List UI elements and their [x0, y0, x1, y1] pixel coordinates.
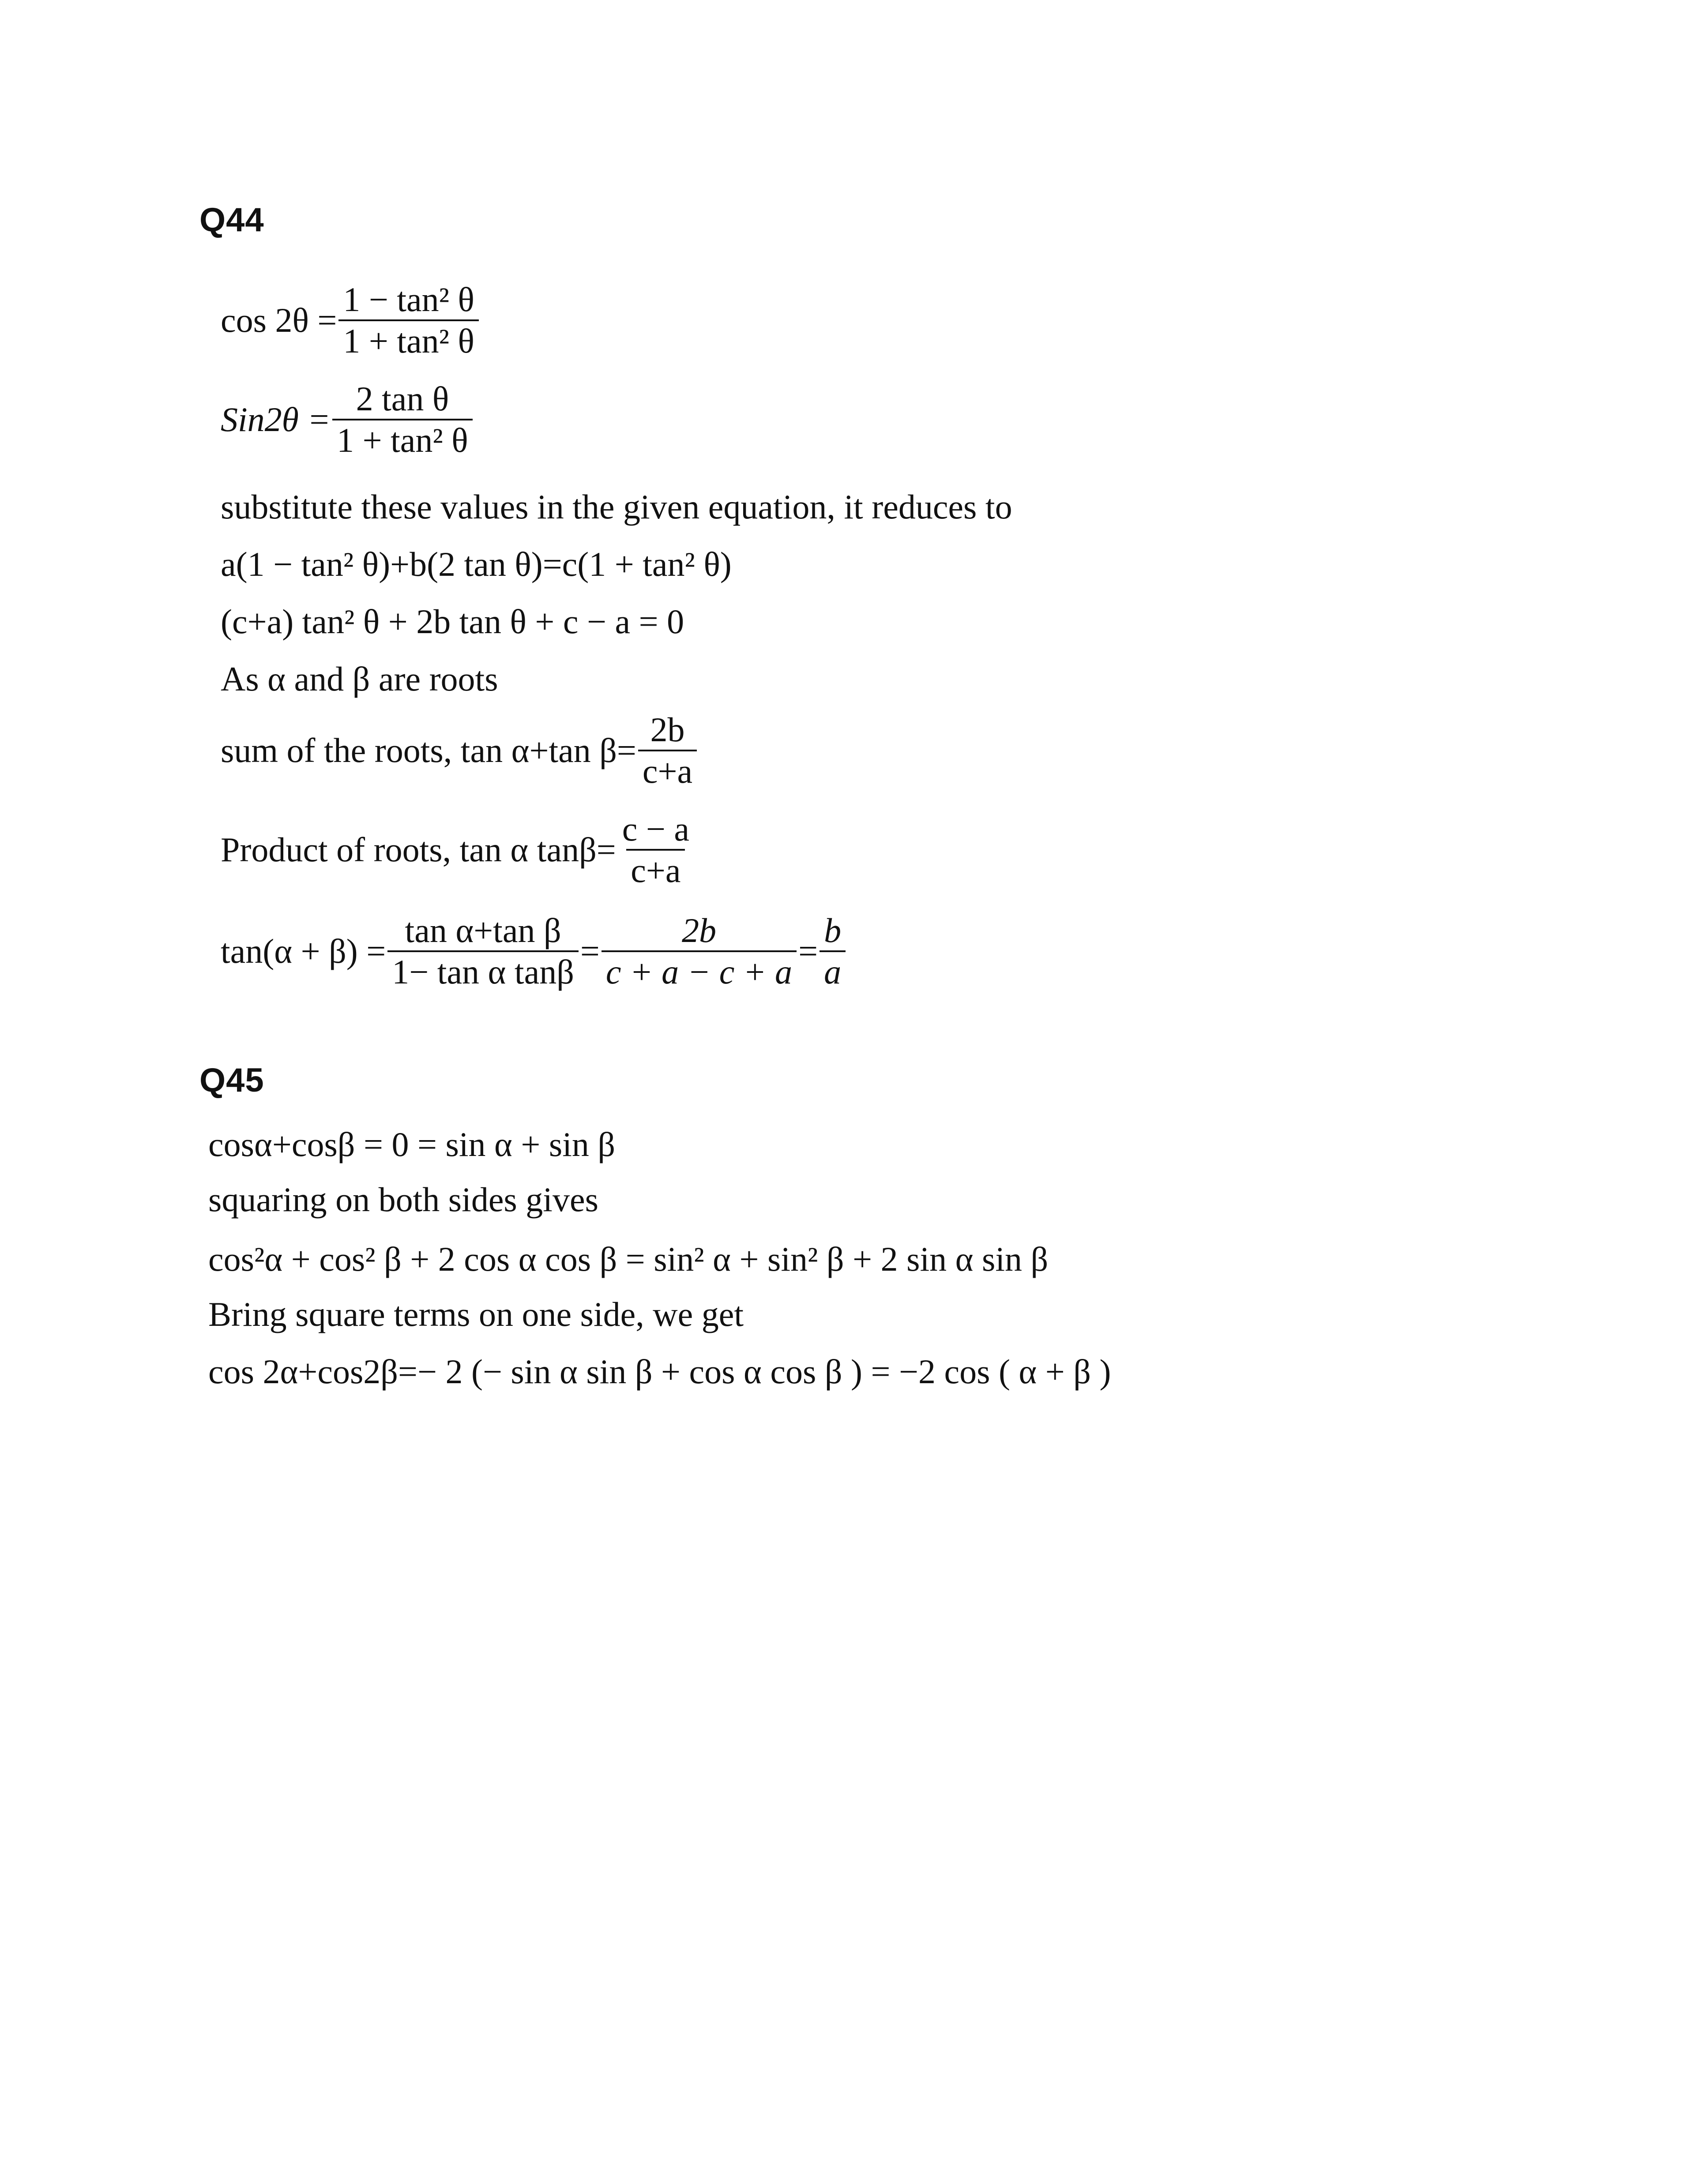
question-44-heading: Q44	[199, 201, 264, 239]
q45-line-1: cosα+cosβ = 0 = sin α + sin β	[208, 1125, 616, 1163]
product-of-roots	[221, 812, 696, 888]
q45-line-4: Bring square terms on one side, we get	[208, 1295, 744, 1333]
cos2-numerator: 1 − tan² θ	[343, 280, 474, 319]
q45-line-3: cos²α + cos² β + 2 cos α cos β = sin² α + sin² β + 2 sin α sin β	[208, 1240, 1049, 1278]
q45-line-5: cos 2α+cos2β=− 2 (− sin α sin β + cos α cos β ) = −2 cos ( α + β )	[208, 1352, 1111, 1391]
sum-numerator: 2b	[650, 710, 685, 749]
cos2-lhs: cos 2θ =	[221, 301, 337, 339]
cos2-denominator: 1 + tan² θ	[338, 319, 479, 358]
equals-sign: =	[580, 932, 600, 970]
q45-solution	[208, 1127, 1223, 1414]
tan-sum-fraction-2: $\frac{2b}{c + a - c + a}$	[602, 913, 797, 989]
tan-sum-fraction-3: $\frac{b}{a}$	[820, 913, 846, 989]
tan-sum-fraction-1: $\frac{\text{tan α+tan β}}{\text{1− tan α tanβ}}$	[387, 913, 579, 989]
sum-denominator: c+a	[638, 750, 697, 788]
cos2-fraction	[338, 282, 479, 358]
roots-text: As α and β are roots	[221, 660, 498, 698]
equation-line-2: (c+a) tan² θ + 2b tan θ + c − a = 0	[221, 602, 684, 641]
product-fraction	[618, 812, 694, 888]
sin2-denominator: 1 + tan² θ	[332, 419, 473, 458]
product-denominator: c+a	[626, 849, 685, 888]
sin2-numerator: 2 tan θ	[356, 379, 449, 418]
sin2-lhs: Sin2θ =	[221, 400, 331, 439]
product-lhs: Product of roots, tan α tanβ=	[221, 830, 616, 869]
sum-lhs: sum of the roots, tan α+tan β=	[221, 731, 636, 769]
question-45-heading: Q45	[199, 1062, 264, 1099]
sum-of-roots	[221, 710, 699, 790]
equation-line-1: a(1 − tan² θ)+b(2 tan θ)=c(1 + tan² θ)	[221, 545, 732, 583]
tan-sum-result	[221, 913, 847, 989]
sin2-fraction	[332, 379, 473, 459]
q44-solution	[221, 282, 1147, 1010]
sin-double-angle-formula	[221, 379, 474, 459]
sum-fraction	[638, 710, 697, 790]
product-numerator: c − a	[622, 810, 689, 848]
substitute-text: substitute these values in the given equation, it reduces to	[221, 488, 1012, 526]
equals-sign: =	[798, 932, 818, 970]
q45-line-2: squaring on both sides gives	[208, 1180, 598, 1219]
tan-sum-lhs: tan(α + β) =	[221, 932, 386, 970]
cos-double-angle-formula	[221, 282, 481, 358]
